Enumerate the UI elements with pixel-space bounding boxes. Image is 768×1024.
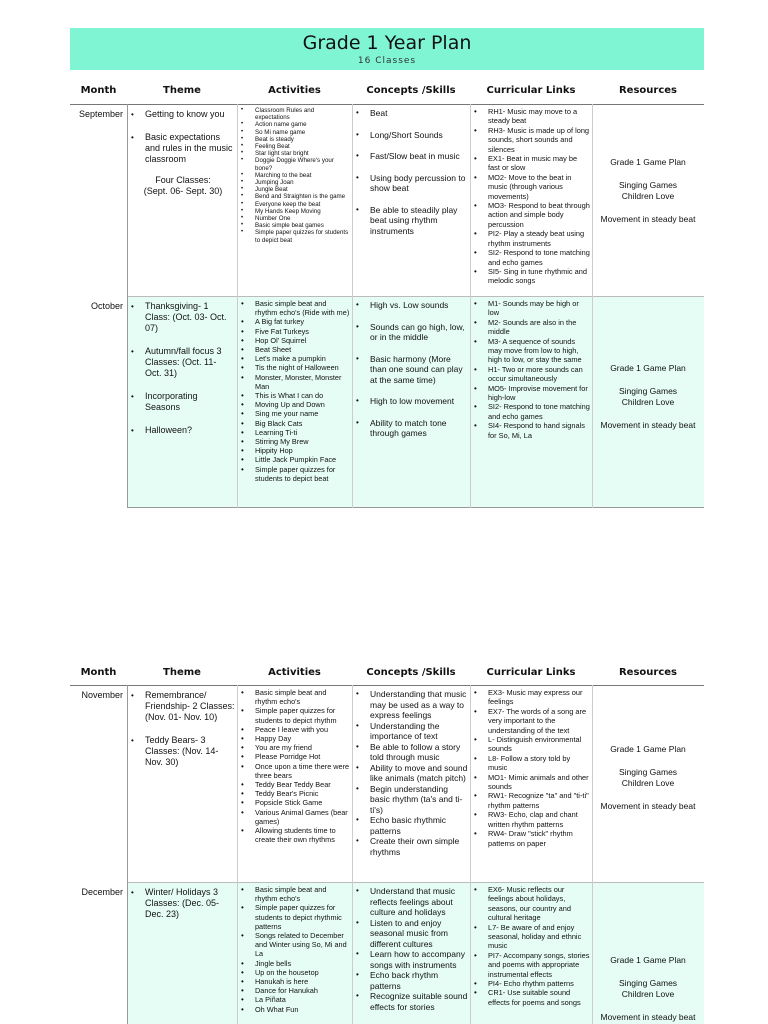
- curricular-item: • PI7- Accompany songs, stories and poems with appropriate instrumental effects: [474, 951, 590, 979]
- concept-item: • Understand that music reflects feelings about culture and holidays: [356, 886, 468, 918]
- header-theme: Theme: [163, 667, 201, 678]
- curricular-cell: [470, 297, 592, 507]
- concepts-cell: [352, 686, 470, 882]
- concept-item: • Understanding that music may be used as a way to express feelings: [356, 689, 468, 721]
- resources-cell: [592, 105, 704, 295]
- activities-cell: [237, 105, 352, 295]
- activity-item: • Doggie Doggie Where's your bone?: [241, 157, 350, 171]
- header-theme: Theme: [163, 85, 201, 96]
- curricular-item: • RW4- Draw "stick" rhythm patterns on paper: [474, 829, 590, 848]
- column-divider: [237, 685, 238, 1024]
- curricular-item: • SI2- Respond to tone matching and echo games: [474, 248, 590, 267]
- activity-item: • Dance for Hanukah: [241, 986, 350, 995]
- curricular-cell: [470, 686, 592, 882]
- activity-item: • Hippity Hop: [241, 446, 350, 455]
- resource-item: Grade 1 Game Plan: [610, 363, 686, 373]
- concept-item: • High to low movement: [356, 396, 468, 407]
- curricular-item: • L7- Be aware of and enjoy seasonal, holiday and ethnic music: [474, 923, 590, 951]
- concept-item: • Echo back rhythm patterns: [356, 970, 468, 991]
- column-divider: [352, 104, 353, 508]
- theme-item: • Teddy Bears- 3 Classes: (Nov. 14- Nov. 30): [131, 735, 235, 768]
- concept-item: • Listen to and enjoy seasonal music from different cultures: [356, 918, 468, 950]
- activity-item: • Oh What Fun: [241, 1005, 350, 1014]
- activities-cell: [237, 297, 352, 507]
- resource-item: Children Love: [621, 191, 675, 201]
- activities-cell: [237, 883, 352, 1024]
- activity-item: • Teddy Bear's Picnic: [241, 789, 350, 798]
- curricular-item: • MO3- Respond to beat through action and simple body percussion: [474, 201, 590, 229]
- theme-note-a: Four Classes:: [155, 175, 211, 185]
- curricular-item: • EX7- The words of a song are very important to the understanding of the text: [474, 707, 590, 735]
- curricular-item: • SI4- Respond to hand signals for So, Mi, La: [474, 421, 590, 440]
- theme-item: • Incorporating Seasons: [131, 391, 235, 413]
- curricular-item: • M3- A sequence of sounds may move from low to high, high to low, or stay the same: [474, 337, 590, 365]
- resource-item: Movement in steady beat: [600, 801, 696, 811]
- month-label: October: [90, 301, 123, 311]
- resources-cell: [592, 883, 704, 1024]
- resources-cell: [592, 297, 704, 507]
- activity-item: • Big Black Cats: [241, 419, 350, 428]
- curricular-item: • M1- Sounds may be high or low: [474, 299, 590, 318]
- activity-item: • Simple paper quizzes for students to depict beat: [241, 229, 350, 243]
- column-divider: [352, 685, 353, 1024]
- column-divider: [237, 104, 238, 508]
- activity-item: • Allowing students time to create their own rhythms: [241, 826, 350, 844]
- activity-item: • Beat is steady: [241, 136, 350, 143]
- activity-item: • Marching to the beat: [241, 172, 350, 179]
- activity-item: • Popsicle Stick Game: [241, 798, 350, 807]
- curricular-item: • RW3- Echo, clap and chant written rhythm patterns: [474, 810, 590, 829]
- concept-item: • High vs. Low sounds: [356, 300, 468, 311]
- concept-item: • Sounds can go high, low, or in the middle: [356, 322, 468, 343]
- column-divider: [470, 104, 471, 508]
- activity-item: • Monster, Monster, Monster Man: [241, 373, 350, 391]
- activity-item: • Stirring My Brew: [241, 437, 350, 446]
- activity-item: • Please Porridge Hot: [241, 752, 350, 761]
- activity-item: • Beat Sheet: [241, 345, 350, 354]
- curricular-item: • L8- Follow a story told by music: [474, 754, 590, 773]
- activity-item: • Hanukah is here: [241, 977, 350, 986]
- row-november: [70, 686, 704, 882]
- row-december: [70, 883, 704, 1024]
- header-month: Month: [80, 85, 117, 96]
- theme-cell: [127, 297, 237, 507]
- resource-item: Grade 1 Game Plan: [610, 744, 686, 754]
- activity-item: • Simple paper quizzes for students to depict rhythm: [241, 706, 350, 724]
- header-month: Month: [80, 667, 117, 678]
- concept-item: • Ability to move and sound like animals (match pitch): [356, 763, 468, 784]
- activity-item: • Basic simple beat games: [241, 222, 350, 229]
- concept-item: • Be able to follow a story told through music: [356, 742, 468, 763]
- concept-item: • Learn how to accompany songs with instruments: [356, 949, 468, 970]
- theme-item: • Thanksgiving- 1 Class: (Oct. 03- Oct. 07): [131, 301, 235, 334]
- activity-item: • Jungle Beat: [241, 186, 350, 193]
- header-resources: Resources: [618, 85, 678, 96]
- curricular-item: • M2- Sounds are also in the middle: [474, 318, 590, 337]
- curricular-item: • SI5- Sing in tune rhythmic and melodic songs: [474, 267, 590, 286]
- activity-item: • Various Animal Games (bear games): [241, 808, 350, 826]
- activity-item: • Little Jack Pumpkin Face: [241, 455, 350, 464]
- row-october: [70, 297, 704, 507]
- concept-item: • Basic harmony (More than one sound can play at the same time): [356, 354, 468, 386]
- concept-item: • Recognize suitable sound effects for stories: [356, 991, 468, 1012]
- theme-note: [131, 175, 235, 197]
- month-label: November: [81, 690, 123, 700]
- activity-item: • Basic simple beat and rhythm echo's (Ride with me): [241, 299, 350, 317]
- concept-item: • Fast/Slow beat in music: [356, 151, 468, 162]
- activity-item: • Simple paper quizzes for students to depict rhythmic patterns: [241, 903, 350, 931]
- theme-cell: [127, 883, 237, 1024]
- row-september: [70, 105, 704, 295]
- curricular-item: • EX6- Music reflects our feelings about holidays, seasons, our country and cultural heritage: [474, 885, 590, 923]
- concepts-cell: [352, 105, 470, 295]
- activities-cell: [237, 686, 352, 882]
- curricular-item: • RW1- Recognize "ta" and "ti-ti" rhythm patterns: [474, 791, 590, 810]
- table-header-2: [70, 663, 704, 683]
- resource-item: Singing Games: [618, 767, 678, 777]
- activity-item: • Classroom Rules and expectations: [241, 107, 350, 121]
- activity-item: • Let's make a pumpkin: [241, 354, 350, 363]
- month-label: September: [78, 109, 123, 119]
- resource-item: Singing Games: [618, 180, 678, 190]
- header-concepts: Concepts /Skills: [366, 667, 456, 678]
- concept-item: • Using body percussion to show beat: [356, 173, 468, 194]
- column-divider: [592, 685, 593, 1024]
- resource-item: Singing Games: [618, 978, 678, 988]
- header-activities: Activities: [268, 667, 321, 678]
- curricular-item: • PI2- Play a steady beat using rhythm instruments: [474, 229, 590, 248]
- header-concepts: Concepts /Skills: [366, 85, 456, 96]
- column-divider: [127, 104, 128, 508]
- activity-item: • Action name game: [241, 121, 350, 128]
- activity-item: • La Piñata: [241, 995, 350, 1004]
- page-title: Grade 1 Year Plan: [302, 32, 472, 54]
- activity-item: • Feeling Beat: [241, 143, 350, 150]
- concept-item: • Beat: [356, 108, 468, 119]
- resource-item: Movement in steady beat: [600, 420, 696, 430]
- concepts-cell: [352, 297, 470, 507]
- curricular-item: • H1- Two or more sounds can occur simultaneously: [474, 365, 590, 384]
- activity-item: • Teddy Bear Teddy Bear: [241, 780, 350, 789]
- resource-item: Grade 1 Game Plan: [610, 955, 686, 965]
- activity-item: • Once upon a time there were three bears: [241, 762, 350, 780]
- resource-item: Children Love: [621, 778, 675, 788]
- activity-item: • Learning Ti-ti: [241, 428, 350, 437]
- activity-item: • Jumping Joan: [241, 179, 350, 186]
- month-label: December: [81, 887, 123, 897]
- activity-item: • So Mi name game: [241, 129, 350, 136]
- activity-item: • You are my friend: [241, 743, 350, 752]
- header-activities: Activities: [268, 85, 321, 96]
- activity-item: • Star light star bright: [241, 150, 350, 157]
- curricular-item: • RH1- Music may move to a steady beat: [474, 107, 590, 126]
- concept-item: • Long/Short Sounds: [356, 130, 468, 141]
- curricular-item: • MO5- Improvise movement for high-low: [474, 384, 590, 403]
- column-divider: [127, 685, 128, 1024]
- curricular-item: • L- Distinguish environmental sounds: [474, 735, 590, 754]
- activity-item: • Tis the night of Halloween: [241, 363, 350, 372]
- concept-item: • Be able to steadily play beat using rhythm instruments: [356, 205, 468, 237]
- curricular-item: • CR1- Use suitable sound effects for poems and songs: [474, 988, 590, 1007]
- theme-cell: [127, 105, 237, 295]
- header-curricular: Curricular Links: [486, 85, 576, 96]
- resources-cell: [592, 686, 704, 882]
- column-divider: [470, 685, 471, 1024]
- resource-item: Movement in steady beat: [600, 1012, 696, 1022]
- activity-item: • This is What I can do: [241, 391, 350, 400]
- header-curricular: Curricular Links: [486, 667, 576, 678]
- title-banner: [70, 28, 704, 70]
- activity-item: • Sing me your name: [241, 409, 350, 418]
- theme-item: • Getting to know you: [131, 109, 235, 120]
- table-bottom-rule: [127, 507, 704, 508]
- column-divider: [592, 104, 593, 508]
- activity-item: • A Big fat turkey: [241, 317, 350, 326]
- theme-item: • Winter/ Holidays 3 Classes: (Dec. 05- Dec. 23): [131, 887, 235, 920]
- activity-item: • Songs related to December and Winter using So, Mi and La: [241, 931, 350, 959]
- activity-item: • Basic simple beat and rhythm echo's: [241, 885, 350, 903]
- resource-item: Children Love: [621, 397, 675, 407]
- page-subtitle: 16 Classes: [357, 56, 417, 66]
- curricular-cell: [470, 883, 592, 1024]
- activity-item: • Five Fat Turkeys: [241, 327, 350, 336]
- curricular-item: • MO1- Mimic animals and other sounds: [474, 773, 590, 792]
- activity-item: • My Hands Keep Moving: [241, 208, 350, 215]
- activity-item: • Happy Day: [241, 734, 350, 743]
- activity-item: • Everyone keep the beat: [241, 201, 350, 208]
- table-header-1: [70, 81, 704, 101]
- curricular-item: • MO2- Move to the beat in music (through various movements): [474, 173, 590, 201]
- theme-cell: [127, 686, 237, 882]
- activity-item: • Jingle bells: [241, 959, 350, 968]
- concept-item: • Ability to match tone through games: [356, 418, 468, 439]
- theme-note-b: (Sept. 06- Sept. 30): [143, 186, 223, 196]
- theme-item: • Halloween?: [131, 425, 235, 436]
- activity-item: • Simple paper quizzes for students to depict beat: [241, 465, 350, 483]
- activity-item: • Moving Up and Down: [241, 400, 350, 409]
- curricular-item: • EX3- Music may express our feelings: [474, 688, 590, 707]
- resource-item: Movement in steady beat: [600, 214, 696, 224]
- resource-item: Children Love: [621, 989, 675, 999]
- concept-item: • Create their own simple rhythms: [356, 836, 468, 857]
- concepts-cell: [352, 883, 470, 1024]
- concept-item: • Echo basic rhythmic patterns: [356, 815, 468, 836]
- curricular-item: • RH3- Music is made up of long sounds, short sounds and silences: [474, 126, 590, 154]
- theme-item: • Basic expectations and rules in the music classroom: [131, 132, 235, 165]
- resource-item: Singing Games: [618, 386, 678, 396]
- resource-item: Grade 1 Game Plan: [610, 157, 686, 167]
- activity-item: • Up on the housetop: [241, 968, 350, 977]
- activity-item: • Hop Ol' Squirrel: [241, 336, 350, 345]
- theme-item: • Remembrance/ Friendship- 2 Classes: (Nov. 01- Nov. 10): [131, 690, 235, 723]
- activity-item: • Bend and Straighten is the game: [241, 193, 350, 200]
- curricular-item: • SI2- Respond to tone matching and echo games: [474, 402, 590, 421]
- activity-item: • Number One: [241, 215, 350, 222]
- concept-item: • Understanding the importance of text: [356, 721, 468, 742]
- curricular-cell: [470, 105, 592, 295]
- curricular-item: • EX1- Beat in music may be fast or slow: [474, 154, 590, 173]
- activity-item: • Basic simple beat and rhythm echo's: [241, 688, 350, 706]
- header-resources: Resources: [618, 667, 678, 678]
- concept-item: • Begin understanding basic rhythm (ta's and ti-ti's): [356, 784, 468, 816]
- curricular-item: • PI4- Echo rhythm patterns: [474, 979, 590, 988]
- theme-item: • Autumn/fall focus 3 Classes: (Oct. 11- Oct. 31): [131, 346, 235, 379]
- activity-item: • Peace I leave with you: [241, 725, 350, 734]
